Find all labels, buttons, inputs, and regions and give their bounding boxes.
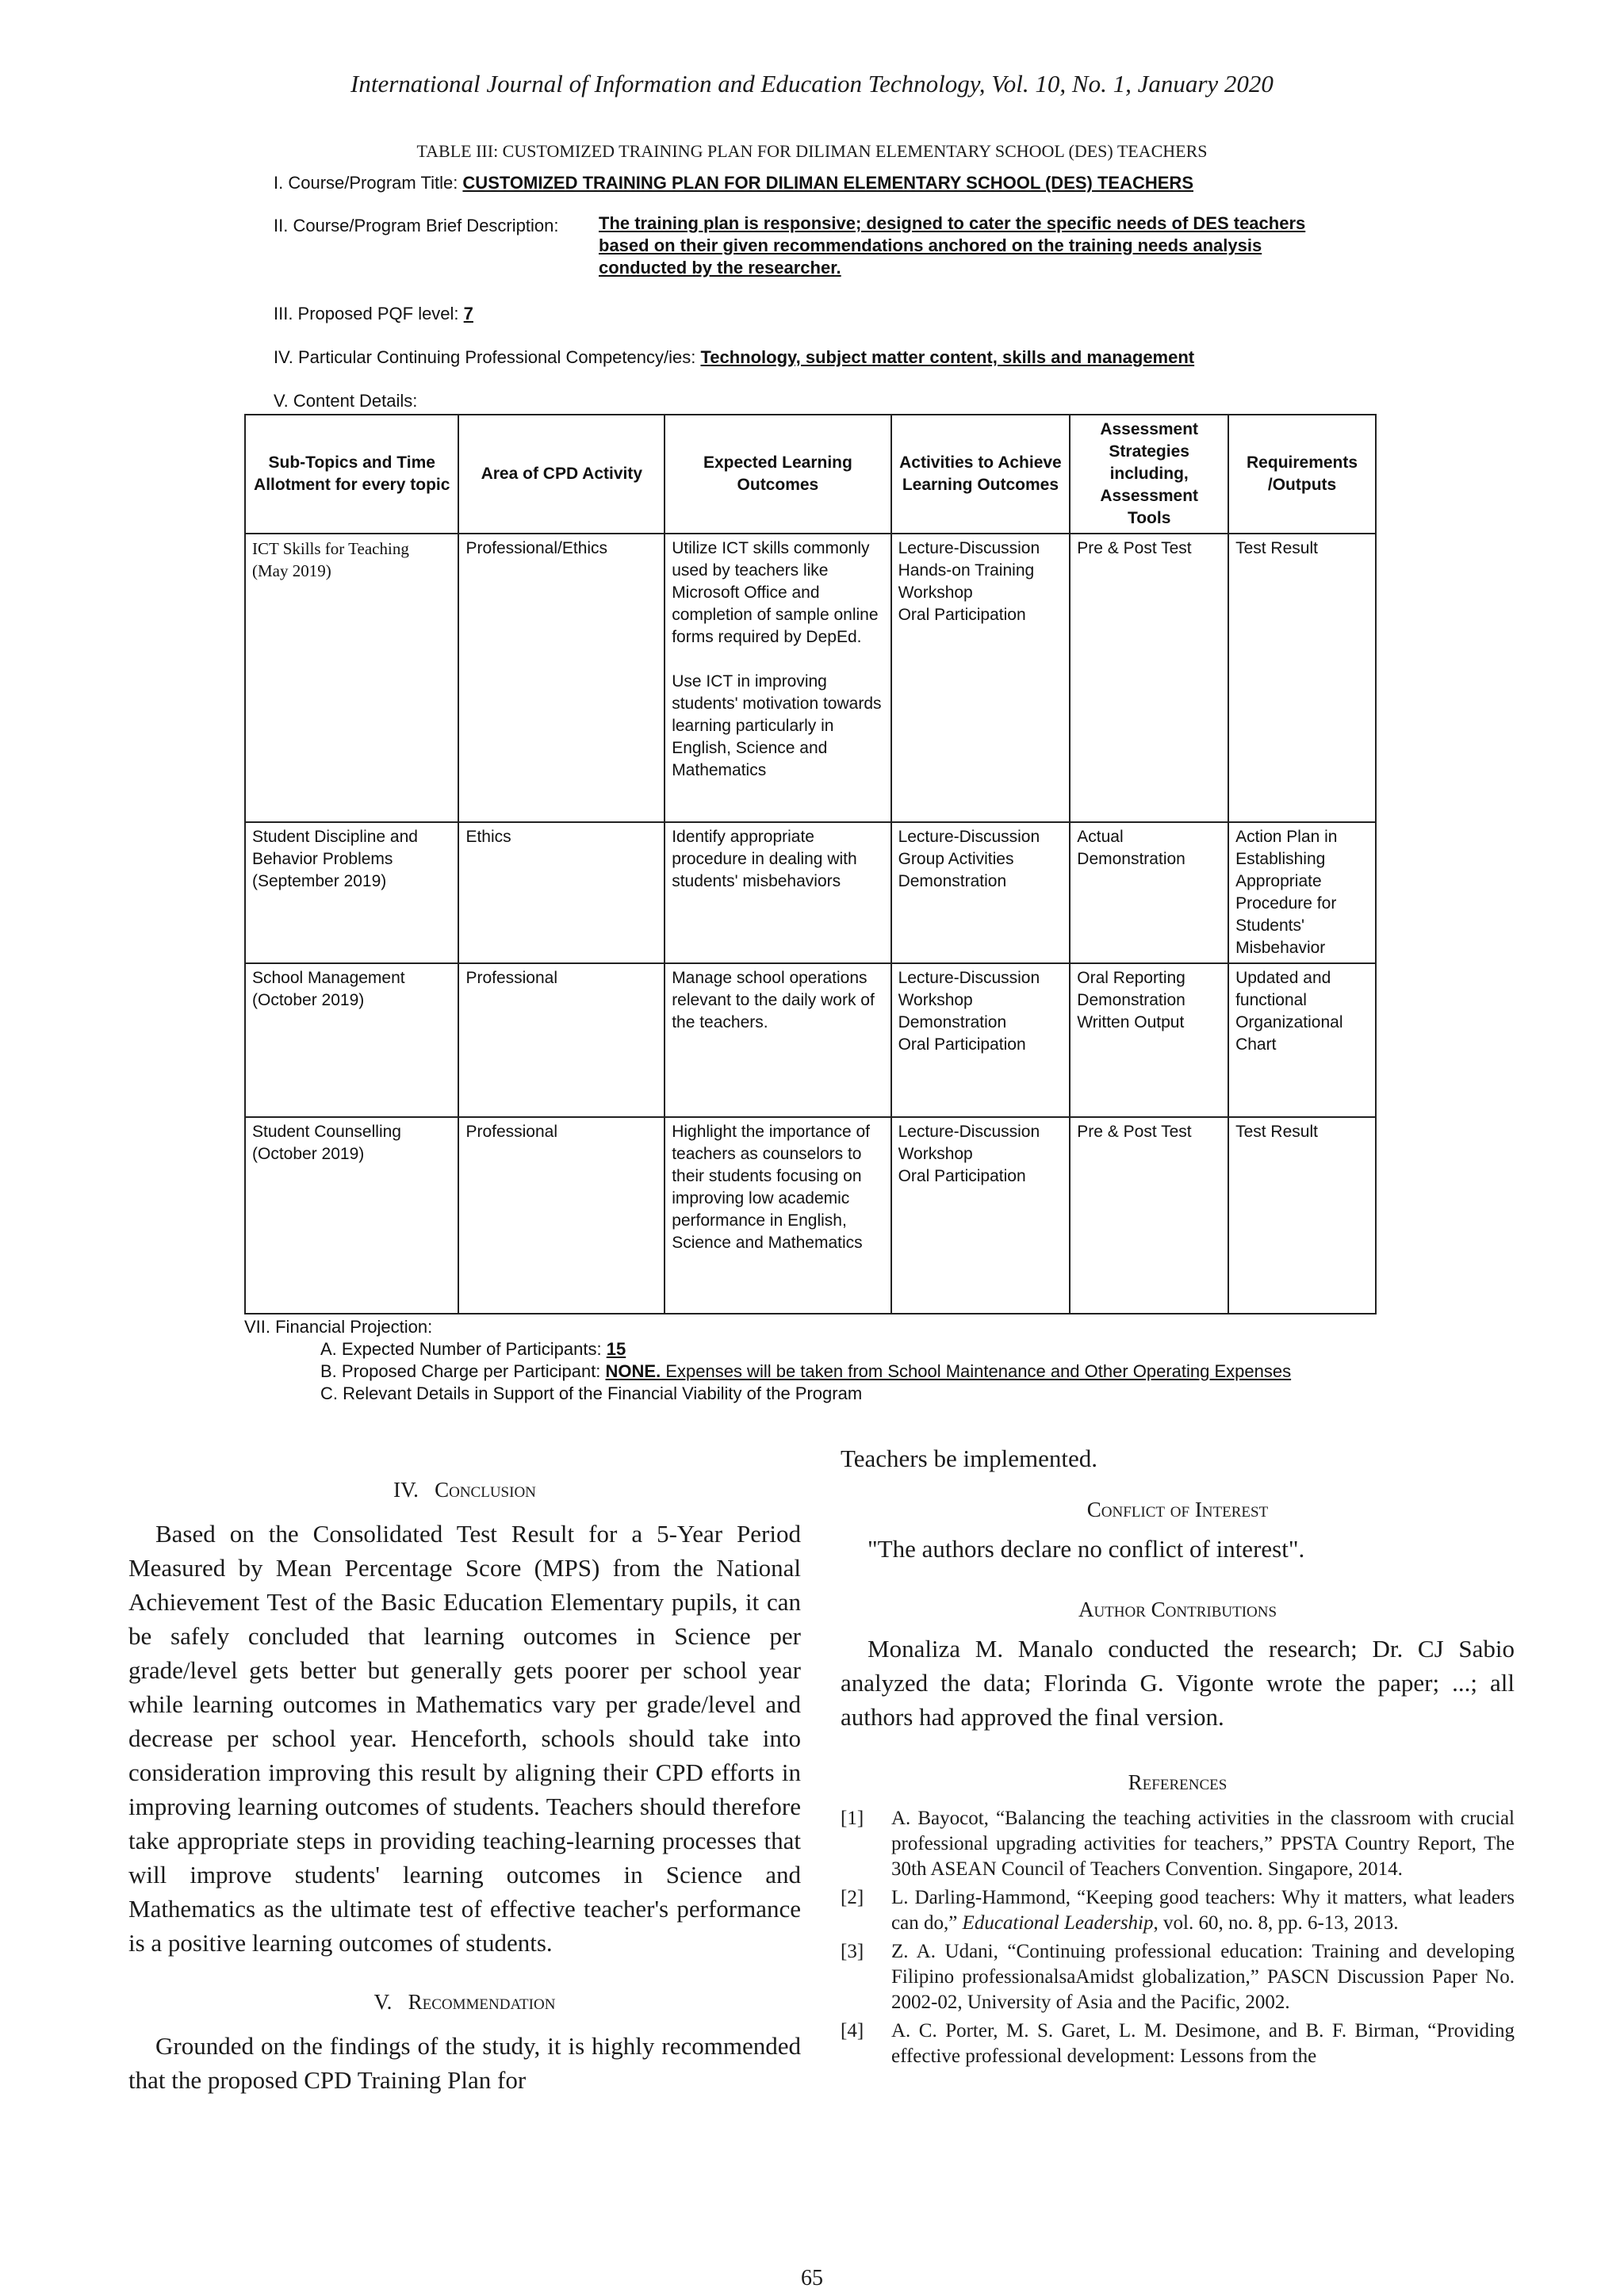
column-header: Expected Learning Outcomes bbox=[665, 415, 891, 534]
area-cell: Ethics bbox=[458, 822, 665, 963]
contributions-heading: Author Contributions bbox=[1078, 1598, 1277, 1621]
content-details-label: V. Content Details: bbox=[274, 391, 418, 411]
area-cell: Professional bbox=[458, 1117, 665, 1314]
running-head: International Journal of Information and Education Technology, Vol. 10, No. 1, January 2020 bbox=[350, 70, 1274, 98]
table-row bbox=[245, 1117, 1376, 1314]
reference-item: [3] Z. A. Udani, “Continuing professional education: Training and developing Filipino professionalsaAmidst globalization,” PASCN Discussion Paper No. 2002-02, University of Asia and the Pacific, 2002. bbox=[841, 1941, 1515, 2013]
assessment-cell: Pre & Post Test bbox=[1070, 534, 1228, 822]
column-header: Activities to Achieve Learning Outcomes bbox=[891, 415, 1071, 534]
area-cell: Professional/Ethics bbox=[458, 534, 665, 822]
description-line: based on their given recommendations anchored on the training needs analysis bbox=[599, 235, 1262, 255]
recommendation-continued: Teachers be implemented. bbox=[841, 1445, 1098, 1472]
description-label: II. Course/Program Brief Description: bbox=[274, 216, 559, 235]
right-column bbox=[841, 1441, 1515, 2072]
conflict-paragraph: "The authors declare no conflict of interest". bbox=[868, 1535, 1305, 1563]
table-header-row bbox=[245, 415, 1376, 534]
area-cell: Professional bbox=[458, 963, 665, 1117]
assessment-cell: Actual Demonstration bbox=[1070, 822, 1228, 963]
table-caption-text: TABLE III: CUSTOMIZED TRAINING PLAN FOR DILIMAN ELEMENTARY SCHOOL (DES) TEACHERS bbox=[416, 141, 1208, 161]
course-title-line bbox=[274, 173, 1193, 193]
financial-item-b: B. Proposed Charge per Participant: NONE. Expenses will be taken from School Maintenance and Other Operating Expenses bbox=[320, 1361, 1292, 1381]
topic-cell: ICT Skills for Teaching (May 2019) bbox=[245, 534, 458, 822]
description-line: The training plan is responsive; designed to cater the specific needs of DES teachers bbox=[599, 213, 1306, 233]
content-details-table bbox=[244, 414, 1377, 1314]
competency-label: IV. Particular Continuing Professional Competency/ies: bbox=[274, 347, 701, 367]
recommendation-paragraph: Grounded on the findings of the study, it is highly recommended that the proposed CPD Training Plan for bbox=[128, 2032, 801, 2094]
contributions-paragraph: Monaliza M. Manalo conducted the research; Dr. CJ Sabio analyzed the data; Florinda G. Vigonte wrote the paper; ...; all authors had approved the final version. bbox=[841, 1635, 1515, 1731]
outcomes-cell: Utilize ICT skills commonly used by teachers like Microsoft Office and completion of sample online forms required by DepEd. Use ICT in improving students' motivation towards learning particularly in English, Science and Mathematics bbox=[665, 534, 891, 822]
recommendation-heading: V. Recommendation bbox=[373, 1990, 556, 2014]
financial-item-c: C. Relevant Details in Support of the Financial Viability of the Program bbox=[320, 1383, 863, 1403]
pqf-line bbox=[274, 304, 473, 324]
requirements-cell: Test Result bbox=[1228, 534, 1376, 822]
left-column bbox=[128, 1473, 801, 2097]
pqf-label: III. Proposed PQF level: bbox=[274, 304, 464, 323]
topic-cell: Student Counselling (October 2019) bbox=[245, 1117, 458, 1314]
page-number: 65 bbox=[801, 2266, 823, 2290]
conclusion-heading: IV. Conclusion bbox=[393, 1478, 536, 1502]
reference-item: [4] A. C. Porter, M. S. Garet, L. M. Desimone, and B. F. Birman, “Providing effective professional development: Lessons from the bbox=[841, 2020, 1515, 2067]
description-line: conducted by the researcher. bbox=[599, 258, 841, 277]
column-header: Area of CPD Activity bbox=[458, 415, 665, 534]
activities-cell: Lecture-Discussion Hands-on Training Workshop Oral Participation bbox=[891, 534, 1071, 822]
training-plan-figure bbox=[238, 166, 1396, 1427]
conclusion-paragraph: Based on the Consolidated Test Result for a 5-Year Period Measured by Mean Percentage Score (MPS) from the National Achievement Test of the Basic Education Elementary pupils, it can be safely concluded that learning outcomes in Science per grade/level gets better but generally gets poorer per school year while learning outcomes in Mathematics vary per grade/level and decrease per school year. Henceforth, schools should take into consideration improving this result by aligning their CPD efforts in improving learning outcomes of students. Teachers should therefore take appropriate steps in providing teaching-learning processes that will improve students' learning outcomes in Science and Mathematics as the ultimate test of effective teacher's performance is a positive learning outcomes of students. bbox=[128, 1520, 801, 1957]
requirements-cell: Updated and functional Organizational Chart bbox=[1228, 963, 1376, 1117]
column-header: Assessment Strategies including, Assessment Tools bbox=[1070, 415, 1228, 534]
references-list bbox=[841, 1806, 1515, 2069]
reference-item: [1] A. Bayocot, “Balancing the teaching activities in the classroom with crucial professional upgrading activities for teachers,” PPSTA Country Report, The 30th ASEAN Council of Teachers Convention. Singapore, 2014. bbox=[841, 1808, 1515, 1880]
activities-cell: Lecture-Discussion Group Activities Demonstration bbox=[891, 822, 1071, 963]
outcomes-cell: Identify appropriate procedure in dealing with students' misbehaviors bbox=[665, 822, 891, 963]
activities-cell: Lecture-Discussion Workshop Demonstration Oral Participation bbox=[891, 963, 1071, 1117]
table-row bbox=[245, 534, 1376, 822]
conflict-heading: Conflict of Interest bbox=[1086, 1498, 1269, 1521]
activities-cell: Lecture-Discussion Workshop Oral Participation bbox=[891, 1117, 1071, 1314]
requirements-cell: Action Plan in Establishing Appropriate Procedure for Students' Misbehavior bbox=[1228, 822, 1376, 963]
competency-value: Technology, subject matter content, skills and management bbox=[700, 347, 1195, 367]
course-title-label: I. Course/Program Title: bbox=[274, 173, 463, 193]
topic-cell: Student Discipline and Behavior Problems (September 2019) bbox=[245, 822, 458, 963]
financial-heading: VII. Financial Projection: bbox=[244, 1317, 433, 1337]
topic-cell: School Management (October 2019) bbox=[245, 963, 458, 1117]
table-caption bbox=[0, 141, 1624, 162]
outcomes-cell: Manage school operations relevant to the daily work of the teachers. bbox=[665, 963, 891, 1117]
competency-line bbox=[274, 347, 1194, 368]
table-row bbox=[245, 822, 1376, 963]
financial-item-a: A. Expected Number of Participants: 15 bbox=[320, 1339, 626, 1359]
assessment-cell: Oral Reporting Demonstration Written Output bbox=[1070, 963, 1228, 1117]
course-title-value: CUSTOMIZED TRAINING PLAN FOR DILIMAN ELEMENTARY SCHOOL (DES) TEACHERS bbox=[462, 173, 1193, 193]
table-row bbox=[245, 963, 1376, 1117]
column-header: Requirements /Outputs bbox=[1228, 415, 1376, 534]
column-header: Sub-Topics and Time Allotment for every topic bbox=[245, 415, 458, 534]
description-text bbox=[599, 212, 1305, 279]
requirements-cell: Test Result bbox=[1228, 1117, 1376, 1314]
assessment-cell: Pre & Post Test bbox=[1070, 1117, 1228, 1314]
outcomes-cell: Highlight the importance of teachers as counselors to their students focusing on improving low academic performance in English, Science and Mathematics bbox=[665, 1117, 891, 1314]
references-heading: References bbox=[1128, 1770, 1228, 1794]
pqf-value: 7 bbox=[463, 304, 473, 323]
financial-projection bbox=[244, 1316, 1291, 1405]
reference-item: [2] L. Darling-Hammond, “Keeping good teachers: Why it matters, what leaders can do,” Educational Leadership, vol. 60, no. 8, pp. 6-13, 2013. bbox=[841, 1887, 1515, 1934]
